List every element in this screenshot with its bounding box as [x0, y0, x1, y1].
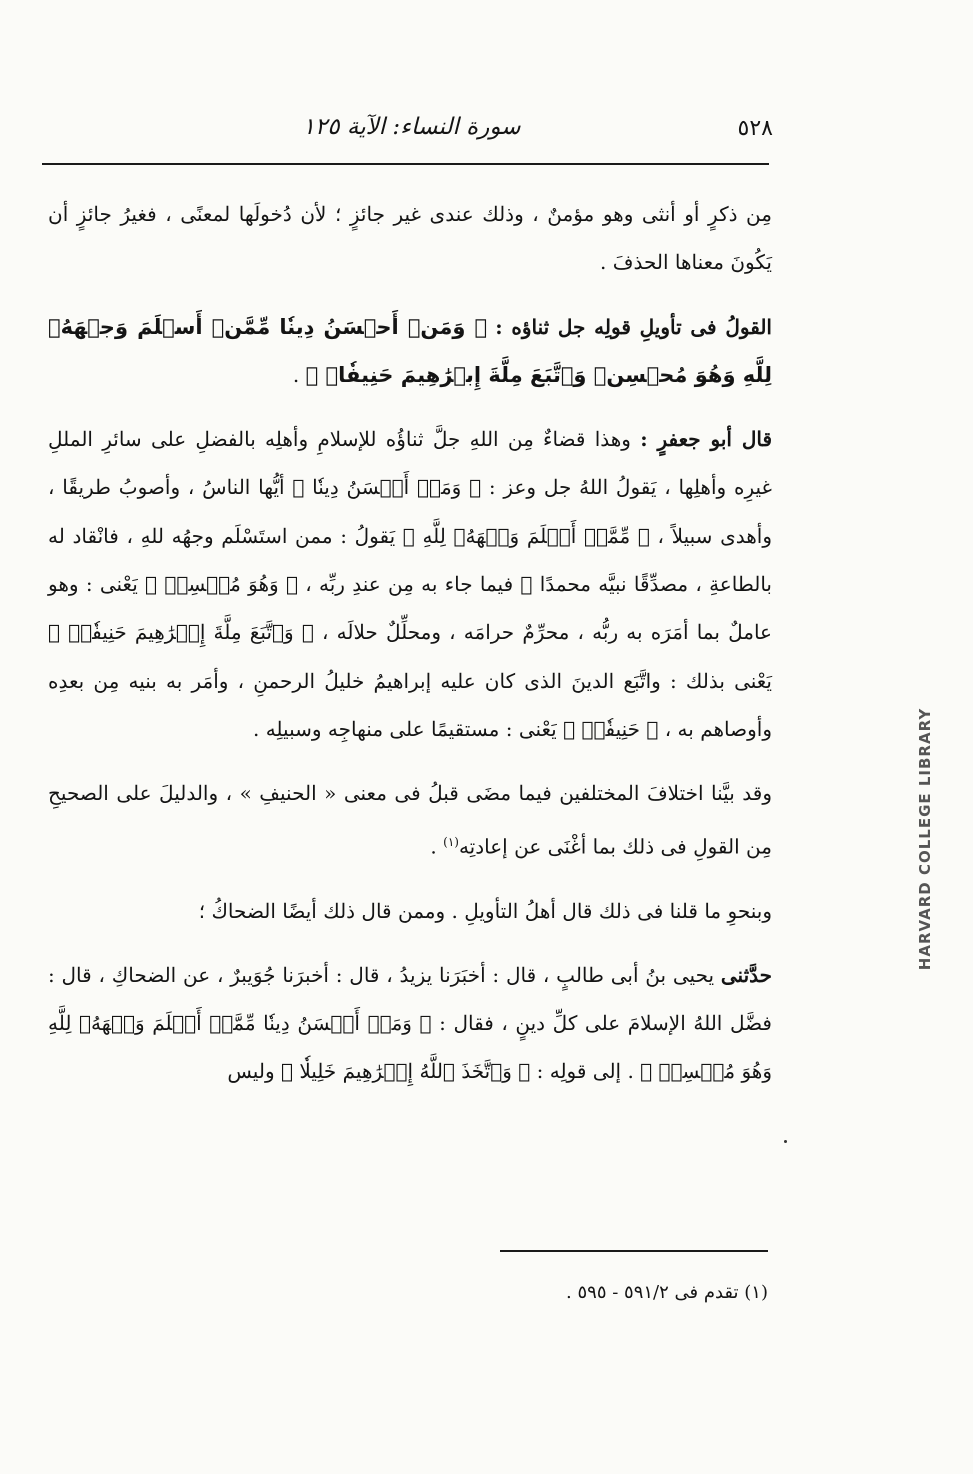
- page-number: ٥٢٨: [737, 116, 773, 141]
- paragraph-3: [48, 415, 772, 753]
- paragraph-5: [48, 887, 772, 935]
- paragraph-end: .: [430, 834, 444, 859]
- running-title: سورة النساء: الآية ١٢٥: [302, 114, 521, 140]
- library-stamp: [905, 695, 945, 995]
- paragraph-6: [48, 951, 772, 1096]
- footnote-marker: (١): [443, 834, 459, 849]
- header-rule: [42, 163, 769, 165]
- isnad-lead: حدَّثنى: [720, 962, 772, 987]
- body-text: [48, 190, 772, 1112]
- paragraph-1: [48, 190, 772, 287]
- paragraph-4: [48, 769, 772, 870]
- paragraph-text: يحيى بنُ أبى طالبٍ ، قال : أخبَرَنا يزيدُ ، قال : أخبرَنا جُوَيبرٌ ، عن الضحاكِ ، قال : فضَّل اللهُ الإسلامَ على كلِّ دينٍ ، فقال : ﴿ وَمَنۡ أَحۡسَنُ دِينٗا مِّمَّنۡ أَسۡلَمَ وَجۡهَهُۥ لِلَّهِ وَهُوَ مُحۡسِنٞ ﴾ . إلى قولِه : ﴿ وَٱتَّخَذَ ٱللَّهُ إِبۡرَٰهِيمَ خَلِيلٗا ﴾ وليس: [48, 962, 772, 1084]
- paragraph-text: وهذا قضاءٌ مِن اللهِ جلَّ ثناؤُه للإسلامِ وأهلِه بالفضلِ على سائرِ المللِ غيرِه وأهلِها ، يَقولُ اللهُ جل وعز : ﴿ وَمَنۡ أَحۡسَنُ دِينٗا ﴾ أيُّها الناسُ ، وأصوبُ طريقًا ، وأهدى سبيلاً ، ﴿ مِّمَّنۡ أَسۡلَمَ وَجۡهَهُۥ لِلَّهِ ﴾ يَقولُ : ممن استَسْلَم وجهُه للهِ ، فانْقاد له بالطاعةِ ، مصدِّقًا نبيَّه محمدًا ﷺ فيما جاء به مِن عندِ ربِّه ، ﴿ وَهُوَ مُحۡسِنٞ ﴾ يَعْنى : وهو عاملٌ بما أمَرَه به ربُّه ، محرِّمٌ حرامَه ، ومحلِّلٌ حلالَه ، ﴿ وَٱتَّبَعَ مِلَّةَ إِبۡرَٰهِيمَ حَنِيفٗاۗ ﴾ يَعْنى بذلك : واتَّبَع الدينَ الذى كان عليه إبراهيمُ خليلُ الرحمنِ ، وأمَر به بنيه مِن بعدِه وأوصاهم به ، ﴿ حَنِيفٗاۗ ﴾ يَعْنى : مستقيمًا على منهاجِه وسبيلِه .: [48, 427, 772, 741]
- paragraph-text: مِن ذكرٍ أو أنثى وهو مؤمنٌ ، وذلك عندى غير جائزٍ ؛ لأن دُخولَها لمعنًى ، فغيرُ جائزٍ أن يَكُونَ معناها الحذفَ .: [48, 202, 772, 275]
- paragraph-2-heading: [48, 303, 772, 400]
- page-header: [50, 112, 773, 152]
- speaker-lead: قال أبو جعفرٍ :: [640, 427, 773, 452]
- paragraph-text: وبنحوِ ما قلنا فى ذلك قال أهلُ التأويلِ . وممن قال ذلك أيضًا الضحاكُ ؛: [198, 898, 772, 923]
- heading-lead: القولُ فى تأويلِ قولِه جل ثناؤه :: [495, 314, 772, 339]
- margin-dot: [784, 1140, 787, 1143]
- paragraph-text: وقد بيَّنا اختلافَ المختلفين فيما مضَى قبلُ فى معنى « الحنيفِ » ، والدليلَ على الصحيحِ مِن القولِ فى ذلك بما أغْنَى عن إعادتِه: [48, 781, 772, 859]
- library-stamp-text: HARVARD COLLEGE LIBRARY: [916, 707, 934, 971]
- quran-quote: ﴿ وَمَنۡ أَحۡسَنُ دِينٗا مِّمَّنۡ أَسۡلَمَ وَجۡهَهُۥ لِلَّهِ وَهُوَ مُحۡسِنٞ وَٱتَّبَعَ مِلَّةَ إِبۡرَٰهِيمَ حَنِيفٗاۗ ﴾: [48, 314, 772, 387]
- paragraph-end: .: [292, 362, 306, 387]
- footnote: (١) تقدم فى ٥٩١/٢ - ٥٩٥ .: [566, 1282, 768, 1303]
- footnote-rule: [500, 1250, 768, 1252]
